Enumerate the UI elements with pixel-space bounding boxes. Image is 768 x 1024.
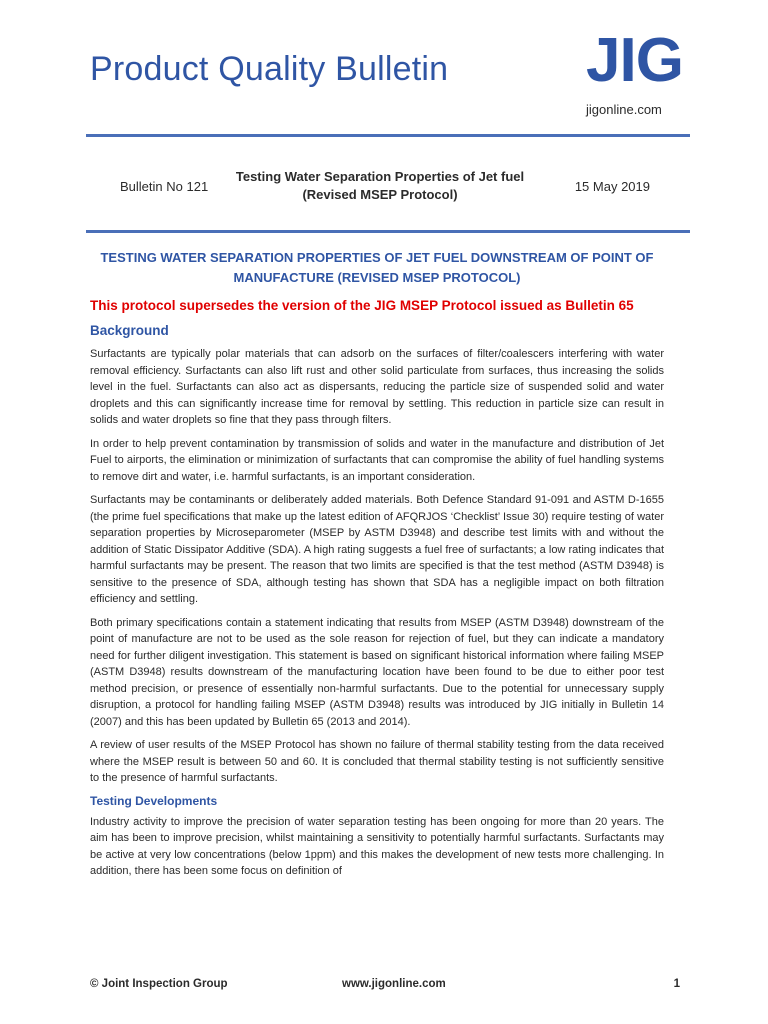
document-body <box>90 248 664 887</box>
background-heading: Background <box>90 323 169 338</box>
testing-paragraph: Industry activity to improve the precision of water separation testing has been ongoing for more than 20 years. The aim has been to improve precision, whilst maintaining a sensitivity to potentially harmful surfactants. Surfactants may be active at very low concentrations (below 1ppm) and this makes the development of new tests more challenging. In addition, there has been some focus on definition of <box>90 815 664 877</box>
background-paragraph-2: In order to help prevent contamination by transmission of solids and water in the manufacture and distribution of Jet Fuel to airports, the elimination or minimization of surfactants that can compromise the ability of fuel handling systems to remove dirt and water, i.e. harmful surfactants, is an important consideration. <box>90 437 664 483</box>
page-title: Product Quality Bulletin <box>90 50 449 88</box>
bulletin-date: 15 May 2019 <box>574 179 650 194</box>
supersedes-notice: This protocol supersedes the version of the JIG MSEP Protocol issued as Bulletin 65 <box>90 298 634 313</box>
bulletin-subject <box>230 168 530 204</box>
background-paragraph-3: Surfactants may be contaminants or deliberately added materials. Both Defence Standard 91-091 and ASTM D-1655 (the prime fuel specifications that make up the latest edition of AFQRJOS ‘Checklist’ Issue 30) require testing of water separation properties by Microseparometer (MSEP by ASTM D3948) and describe test limits with and without the addition of Static Dissipator Additive (SDA). A high rating suggests a fuel free of surfactants; a low rating indicates that harmful surfactants may be present. The reason that two limits are specified is that the test method (ASTM D3948) is sensitive to the presence of SDA, although testing has shown that SDA has a negligible impact on both filtration efficiency and settling. <box>90 494 664 605</box>
background-paragraph-1: Surfactants are typically polar materials that can adsorb on the surfaces of filter/coalescers interfering with water removal efficiency. Surfactants can also lift rust and other solid particulate from surfaces, thus increasing the solids level in the fuel. Surfactants can also act as dispersants, reducing the particle size of suspended solid and water droplets and this can significantly increase time for removal by settling. This reduction in particle size can result in solids and water droplets so fine that they pass through filters. <box>90 348 664 426</box>
footer-copyright: © Joint Inspection Group <box>90 978 228 990</box>
bulletin-number: Bulletin No 121 <box>120 179 209 194</box>
jig-logo-mark: JIG <box>586 26 683 95</box>
header-rule-top <box>86 134 690 137</box>
header-rule-bottom <box>86 230 690 233</box>
testing-heading: Testing Developments <box>90 793 218 808</box>
footer-page-number: 1 <box>673 978 680 990</box>
logo-url: jigonline.com <box>586 102 662 117</box>
bulletin-info-row <box>100 168 670 208</box>
footer-website: www.jigonline.com <box>342 978 446 990</box>
document-heading: TESTING WATER SEPARATION PROPERTIES OF JET FUEL DOWNSTREAM OF POINT OF MANUFACTURE (REVISED MSEP PROTOCOL) <box>100 250 654 285</box>
jig-logo <box>586 26 686 117</box>
bulletin-subject-line1: Testing Water Separation Properties of Jet fuel <box>235 169 525 184</box>
background-paragraph-5: A review of user results of the MSEP Protocol has shown no failure of thermal stability testing from the data received where the MSEP result is between 50 and 60. It is concluded that thermal stability testing is not sufficiently sensitive to the presence of harmful surfactants. <box>90 739 664 784</box>
bulletin-subject-line2: (Revised MSEP Protocol) <box>302 187 458 202</box>
background-paragraph-4: Both primary specifications contain a statement indicating that results from MSEP (ASTM D3948) downstream of the point of manufacture are not to be used as the sole reason for rejection of fuel, but they can indicate a mandatory need for further diligent investigation. This statement is based on significant historical information where failing MSEP (ASTM D3948) results downstream of the manufacturing location have been found to be due to either poor test method precision, or presence of essentially non-harmful surfactants. Due to the potential for unnecessary supply disruption, a protocol for handling failing MSEP (ASTM D3948) results was introduced by JIG initially in Bulletin 14 (2007) and this has been updated by Bulletin 65 (2013 and 2014). <box>90 616 664 728</box>
